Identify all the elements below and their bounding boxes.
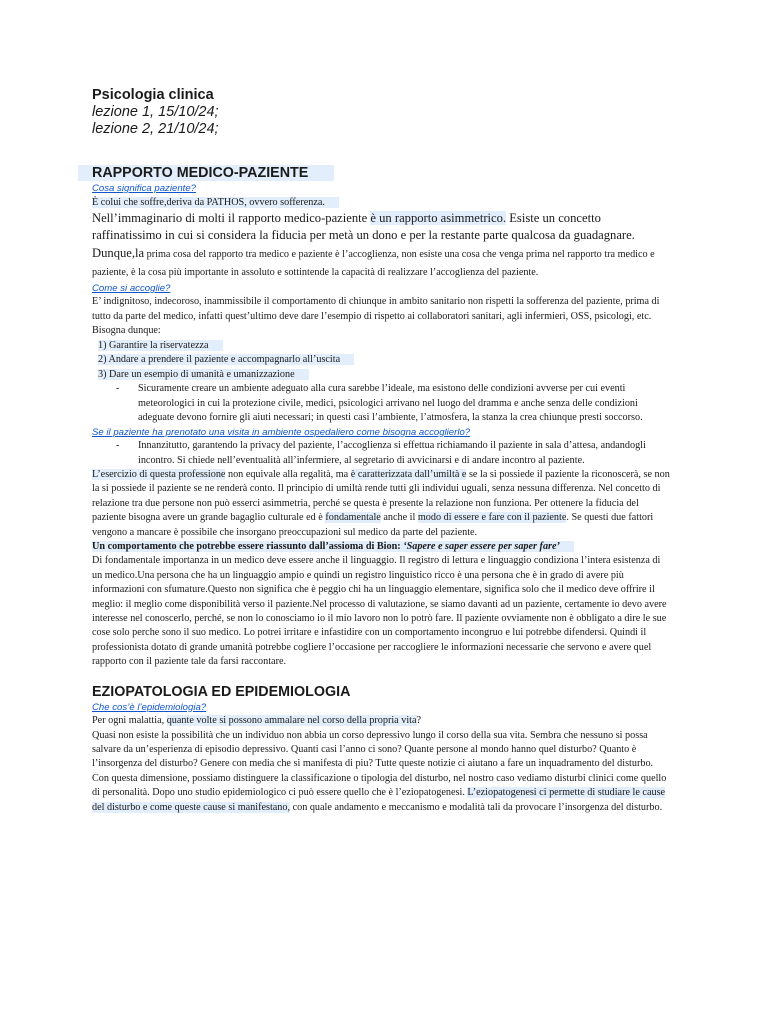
lesson-date-1: lezione 1, 15/10/24;: [92, 104, 219, 120]
list-item: - Innanzitutto, garantendo la privacy del paziente, l’accoglienza si effettua richiamando il paziente in sala d’attesa, andandogli incontro. Si chiede nell’eventualità all’infermiere, al segretario di avvicinarsi e di andare incontro al paziente.: [138, 439, 672, 468]
paragraph-eziopatogenesi: Quasi non esiste la possibilità che un individuo non abbia un corso depressivo lungo il corso della sua vita. Sembra che nessuno si possa salvare da un’esperienza di episodio depressivo. Quanti casi l’anno ci sono? Quante persone al mondo hanno quel disturbo? Quanto è l’insorgenza del disturbo? Genere con media che si manifesta di piu? Tutte queste notizie ci aiutano a fare un inquadramento del disturbo. Con questa dimensione, possiamo distinguere la classificazione o tipologia del disturbo, nel nostro caso vediamo disturbi clinici come quello di personalità. Dopo uno studio epidemiologico ci può essere quello che è l’eziopatogenesi. L’eziopatogenesi ci permette di studiare le cause del disturbo e come queste cause si manifestano, con quale andamento e meccanismo e modalità tali da provocare l’insorgenza del disturbo.: [92, 729, 667, 813]
paragraph-pathos: È colui che soffre,deriva da PATHOS, ovvero sofferenza.: [92, 196, 672, 210]
question-link-paziente[interactable]: Cosa significa paziente?: [92, 183, 196, 194]
question-link-accoglie[interactable]: Come si accoglie?: [92, 282, 171, 294]
paragraph-asimmetria: Nell’immaginario di molti il rapporto medico-paziente è un rapporto asimmetrico. Esiste un concetto raffinatissimo in cui si considera la fiducia per metà un dono e per la restante parte qualcosa da guadagnare. Dunque,la prima cosa del rapporto tra medico e paziente è l’accoglienza, non esiste una cosa che venga prima nel rapporto tra medico e paziente, è la cosa più importante in assoluto e sottintende la capacità di realizzare l’accoglienza del paziente.: [92, 210, 655, 279]
paragraph-bion: Un comportamento che potrebbe essere riassunto dall’assioma di Bion: ‘Sapere e saper essere per saper fare’: [92, 540, 672, 554]
document-title: Psicologia clinica: [92, 87, 214, 103]
numbered-item-1: 1) Garantire la riservatezza: [92, 339, 672, 354]
paragraph-rispetto: E’ indignitoso, indecoroso, inammissibile il comportamento di chiunque in ambito sanitario non rispetti la sofferenza del paziente, prima di tutto da parte del medico, infatti quest’ultimo deve dare l’esempio di rispetto ai collaboratori sanitari, agli infermieri, OSS, psicologi, etc.: [92, 296, 660, 322]
paragraph-umilta: L’esercizio di questa professione non equivale alla regalità, ma è caratterizzata dall’umiltà e se la si possiede il paziente la riconoscerà, se non la si possiede il paziente se ne renderà conto. Il principio di umiltà rende tutti gli individui uguali, senza nessuna differenza. Nel concetto di relazione tra due persone non può esserci asimmetria, perché se questa è presente la relazione non funziona. Per ottenere la fiducia del paziente bisogna avere un grande bagaglio culturale ed è fondamentale anche il modo di essere e fare con il paziente. Se questi due fattori vengono a mancare è possibile che insorgano preoccupazioni sul medico da parte del paziente.: [92, 468, 670, 538]
lesson-date-2: lezione 2, 21/10/24;: [92, 121, 219, 137]
paragraph-linguaggio: Di fondamentale importanza in un medico deve essere anche il linguaggio. Il registro di lettura e linguaggio condiziona l’intera esistenza di un medico.Una persona che ha un linguaggio ampio e quindi un registro linguistico ricco è una persona che è in grado di avere più informazioni con sfumature.Questo non significa che è peggio chi ha un linguaggio elementare, significa solo che il medico deve offrire il meglio: il meglio come disponibilità verso il paziente.Nel processo di valutazione, se siamo davanti ad un paziente, certamente io devo avere interesse nel conoscerlo, perché, se non lo conosciamo io il mio lavoro non lo potrò fare. Il paziente ovviamente non è obbligato a dire le sue cose solo perche sono il suo medico. Lo potrei irritare e infastidire con un comportamento incongruo e lui potrebbe difendersi. Quindi il professionista dotato di grande umanità potrebbe cogliere l’occasione per raccogliere le informazioni necessarie che servono e avere quel rapporto con il paziente tale da farsi raccontare.: [92, 555, 667, 668]
numbered-item-3: 3) Dare un esempio di umanità e umanizzazione: [92, 368, 672, 383]
bullet-list-ambiente: [92, 382, 672, 425]
list-item: - Sicuramente creare un ambiente adeguato alla cura sarebbe l’ideale, ma esistono delle condizioni avverse per cui eventi meteorologici in cui la protezione civile, medici, psicologici arrivano nel luogo del dramma e anche senza delle condizioni adeguate devono fornire gli aiuti necessari; in questi casi l’ambiente, l’atmosfera, la stanza la crea chiunque presti soccorso.: [138, 382, 672, 425]
question-link-ospedale[interactable]: Se il paziente ha prenotato una visita in ambiente ospedaliero come bisogna accoglierlo?: [92, 426, 471, 438]
section-heading-rapporto: RAPPORTO MEDICO-PAZIENTE: [92, 164, 672, 182]
document-body: [92, 86, 672, 815]
numbered-item-2: 2) Andare a prendere il paziente e accompagnarlo all’uscita: [92, 353, 672, 368]
question-link-epidemiologia[interactable]: Che cos’è l’epidemiologia?: [92, 701, 207, 713]
paragraph-bisogna: Bisogna dunque:: [92, 325, 161, 337]
section-heading-eziopatologia: EZIOPATOLOGIA ED EPIDEMIOLOGIA: [92, 683, 351, 700]
paragraph-malattia: Per ogni malattia, quante volte si possono ammalare nel corso della propria vita?: [92, 715, 422, 727]
bullet-list-privacy: [92, 439, 672, 468]
